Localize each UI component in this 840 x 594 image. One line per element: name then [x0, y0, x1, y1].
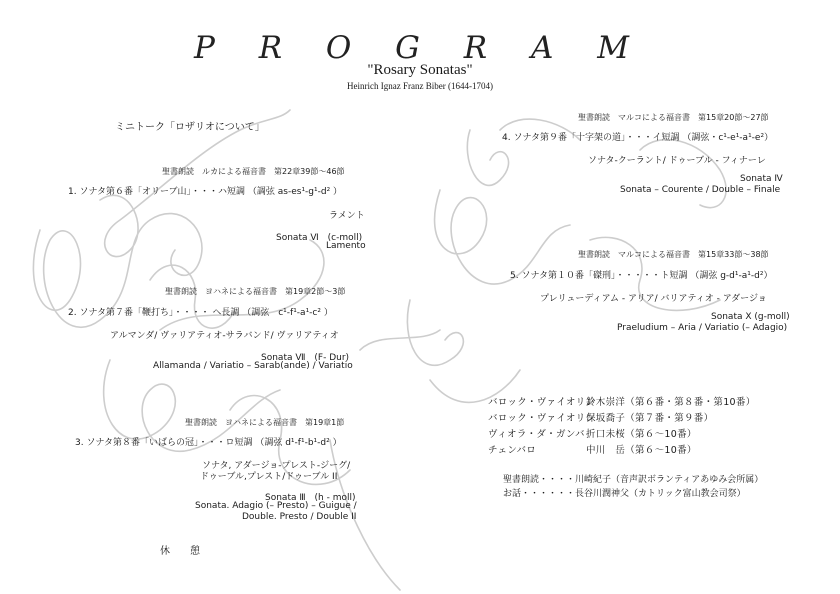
- sonata-4-movements-jp: ソナタ-クーラント/ ドゥーブル - フィナーレ: [588, 156, 766, 166]
- sonata-3-title: 3. ソナタ第８番「いばらの冠」・・・ロ短調 （調弦 d¹-f¹-b¹-d² ）: [75, 438, 342, 448]
- sonata-3-name: Sonata Ⅲ (h - moll): [265, 493, 356, 503]
- sonata-1-movements-jp: ラメント: [329, 211, 365, 221]
- sonata-1-name: Sonata Ⅵ (c-moll): [276, 233, 363, 243]
- credit-reading: 聖書朗読・・・・川崎紀子（音声訳ボランティアあゆみ会所属）: [503, 475, 764, 485]
- sonata-4-title: 4. ソナタ第９番「十字架の道」・・・イ短調 （調弦・c¹-e¹-a¹-e²）: [502, 133, 774, 143]
- sonata-1-title: 1. ソナタ第６番「オリーブ山」・・・ハ短調 （調弦 as-es¹-g¹-d² ）: [68, 187, 343, 197]
- performer-role-4: チェンバロ: [488, 445, 537, 456]
- intermission: 休 憩: [160, 546, 200, 557]
- performer-role-1: バロック・ヴァイオリン: [488, 397, 596, 408]
- credit-talk: お話・・・・・・長谷川潤神父（カトリック富山教会司祭）: [503, 489, 746, 499]
- sonata-3-movements-jp-2: ドゥーブル,プレスト/ドゥーブル II: [200, 472, 338, 482]
- sonata-2-name: Sonata Ⅶ (F- Dur): [261, 353, 350, 363]
- reading-3: 聖書朗読 ヨハネによる福音書 第19章1節: [185, 418, 345, 427]
- sonata-2-movements-en: Allamanda / Variatio – Sarab(ande) / Variatio: [153, 361, 353, 371]
- sonata-5-title: 5. ソナタ第１０番「磔刑」・・・・・ト短調 （調弦 g-d¹-a¹-d²）: [510, 271, 773, 281]
- performer-name-1: 鈴木崇洋（第６番・第８番・第10番）: [586, 397, 756, 408]
- sonata-3-movements-en-2: Double. Presto / Double II: [242, 512, 357, 522]
- reading-2: 聖書朗読 ヨハネによる福音書 第19章2節～3節: [165, 287, 346, 296]
- composer-credit: Heinrich Ignaz Franz Biber (1644-1704): [347, 81, 493, 91]
- sonata-2-title: 2. ソナタ第７番「鞭打ち」・・・・ ヘ長調 （調弦 c¹-f¹-a¹-c² ）: [68, 308, 333, 318]
- sonata-4-name: Sonata Ⅳ: [740, 174, 783, 184]
- sonata-4-movements-en: Sonata – Courente / Double – Finale: [620, 185, 781, 195]
- sonata-3-movements-jp-1: ソナタ, アダージョ-プレスト-ジーグ/: [202, 461, 351, 471]
- sonata-3-movements-en-1: Sonata. Adagio (– Presto) – Guigue /: [195, 501, 357, 511]
- mini-talk: ミニトーク「ロザリオについて」: [115, 122, 265, 133]
- reading-1: 聖書朗読 ルカによる福音書 第22章39節～46節: [162, 167, 345, 176]
- performer-name-2: 保坂喬子（第７番・第９番）: [586, 413, 714, 424]
- sonata-2-movements-jp: アルマンダ/ ヴァリアティオ-サラバンド/ ヴァリアティオ: [110, 331, 339, 341]
- performer-role-2: バロック・ヴァイオリン: [488, 413, 596, 424]
- program-title: P R O G R A M: [194, 30, 646, 66]
- sonata-5-movements-en: Praeludium – Aria / Variatio (– Adagio): [617, 323, 788, 333]
- sonata-5-name: Sonata Ⅹ (g-moll): [711, 312, 790, 322]
- reading-4: 聖書朗読 マルコによる福音書 第15章20節～27節: [578, 113, 769, 122]
- performer-name-4: 中川 岳（第６～10番）: [586, 445, 697, 456]
- sonata-1-movements-en: Lamento: [326, 241, 366, 251]
- performer-name-3: 折口未桜（第６～10番）: [586, 429, 697, 440]
- sonata-5-movements-jp: プレリューディアム - アリア/ バリアティオ - アダージョ: [540, 294, 767, 304]
- reading-5: 聖書朗読 マルコによる福音書 第15章33節～38節: [578, 250, 769, 259]
- performer-role-3: ヴィオラ・ダ・ガンバ: [488, 429, 585, 440]
- program-subtitle: "Rosary Sonatas": [367, 62, 473, 78]
